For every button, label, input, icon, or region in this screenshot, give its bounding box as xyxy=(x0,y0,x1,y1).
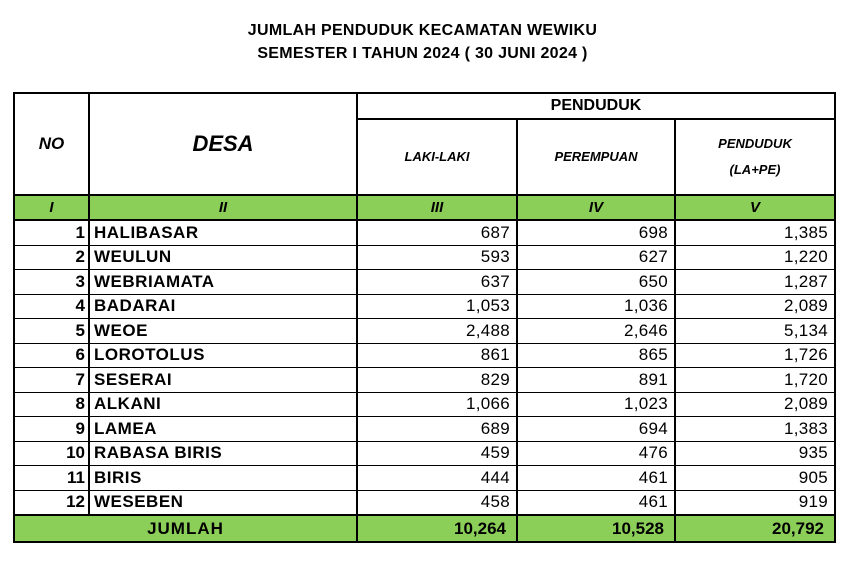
row-no: 7 xyxy=(14,368,89,393)
row-desa: LOROTOLUS xyxy=(89,343,357,368)
row-perempuan: 1,023 xyxy=(517,392,675,417)
row-perempuan: 698 xyxy=(517,220,675,245)
row-desa: WEOE xyxy=(89,319,357,344)
row-laki-laki: 1,053 xyxy=(357,294,517,319)
row-perempuan: 694 xyxy=(517,417,675,442)
row-no: 10 xyxy=(14,441,89,466)
table-row xyxy=(14,294,835,319)
row-laki-laki: 861 xyxy=(357,343,517,368)
index-cell: II xyxy=(89,195,357,220)
row-total: 1,720 xyxy=(675,368,835,393)
row-desa: SESERAI xyxy=(89,368,357,393)
row-laki-laki: 444 xyxy=(357,466,517,491)
row-laki-laki: 637 xyxy=(357,270,517,295)
index-cell: I xyxy=(14,195,89,220)
row-laki-laki: 687 xyxy=(357,220,517,245)
header-total xyxy=(675,119,835,195)
row-total: 2,089 xyxy=(675,392,835,417)
row-no: 2 xyxy=(14,245,89,270)
title-line-1: JUMLAH PENDUDUK KECAMATAN WEWIKU xyxy=(247,22,598,39)
row-perempuan: 891 xyxy=(517,368,675,393)
row-perempuan: 1,036 xyxy=(517,294,675,319)
row-perempuan: 650 xyxy=(517,270,675,295)
table-row xyxy=(14,392,835,417)
table-row xyxy=(14,490,835,515)
table-row xyxy=(14,466,835,491)
row-desa: RABASA BIRIS xyxy=(89,441,357,466)
row-perempuan: 476 xyxy=(517,441,675,466)
header-laki-laki: LAKI-LAKI xyxy=(357,119,517,195)
row-no: 11 xyxy=(14,466,89,491)
row-desa: BIRIS xyxy=(89,466,357,491)
header-total-line1: PENDUDUK xyxy=(718,136,792,151)
row-laki-laki: 1,066 xyxy=(357,392,517,417)
row-desa: LAMEA xyxy=(89,417,357,442)
row-laki-laki: 593 xyxy=(357,245,517,270)
total-row xyxy=(14,515,835,542)
table-row xyxy=(14,220,835,245)
row-desa: HALIBASAR xyxy=(89,220,357,245)
row-laki-laki: 829 xyxy=(357,368,517,393)
row-laki-laki: 689 xyxy=(357,417,517,442)
table-row xyxy=(14,245,835,270)
row-no: 6 xyxy=(14,343,89,368)
row-desa: BADARAI xyxy=(89,294,357,319)
row-desa: WEULUN xyxy=(89,245,357,270)
row-total: 2,089 xyxy=(675,294,835,319)
header-total-line2: (LA+PE) xyxy=(729,162,781,177)
table-row xyxy=(14,270,835,295)
index-cell: V xyxy=(675,195,835,220)
row-perempuan: 2,646 xyxy=(517,319,675,344)
row-total: 1,385 xyxy=(675,220,835,245)
row-no: 9 xyxy=(14,417,89,442)
header-perempuan: PEREMPUAN xyxy=(517,119,675,195)
index-row xyxy=(14,195,835,220)
row-total: 935 xyxy=(675,441,835,466)
header-no: NO xyxy=(14,93,89,195)
table-row xyxy=(14,343,835,368)
row-no: 12 xyxy=(14,490,89,515)
row-total: 1,287 xyxy=(675,270,835,295)
row-perempuan: 461 xyxy=(517,466,675,491)
row-total: 919 xyxy=(675,490,835,515)
row-desa: WESEBEN xyxy=(89,490,357,515)
row-laki-laki: 459 xyxy=(357,441,517,466)
total-perempuan: 10,528 xyxy=(517,515,675,542)
table-row xyxy=(14,319,835,344)
row-no: 8 xyxy=(14,392,89,417)
row-total: 5,134 xyxy=(675,319,835,344)
row-laki-laki: 2,488 xyxy=(357,319,517,344)
total-laki-laki: 10,264 xyxy=(357,515,517,542)
header-desa: DESA xyxy=(89,93,357,195)
row-total: 905 xyxy=(675,466,835,491)
row-perempuan: 461 xyxy=(517,490,675,515)
row-total: 1,726 xyxy=(675,343,835,368)
total-penduduk: 20,792 xyxy=(675,515,835,542)
row-total: 1,383 xyxy=(675,417,835,442)
row-desa: ALKANI xyxy=(89,392,357,417)
row-no: 4 xyxy=(14,294,89,319)
row-no: 3 xyxy=(14,270,89,295)
row-laki-laki: 458 xyxy=(357,490,517,515)
row-no: 1 xyxy=(14,220,89,245)
total-label: JUMLAH xyxy=(14,515,357,542)
index-cell: III xyxy=(357,195,517,220)
header-penduduk: PENDUDUK xyxy=(357,93,835,119)
index-cell: IV xyxy=(517,195,675,220)
title-line-2: SEMESTER I TAHUN 2024 ( 30 JUNI 2024 ) xyxy=(257,45,588,62)
row-total: 1,220 xyxy=(675,245,835,270)
population-table xyxy=(13,92,836,543)
table-row xyxy=(14,417,835,442)
row-desa: WEBRIAMATA xyxy=(89,270,357,295)
table-row xyxy=(14,441,835,466)
row-no: 5 xyxy=(14,319,89,344)
table-row xyxy=(14,368,835,393)
row-perempuan: 865 xyxy=(517,343,675,368)
row-perempuan: 627 xyxy=(517,245,675,270)
